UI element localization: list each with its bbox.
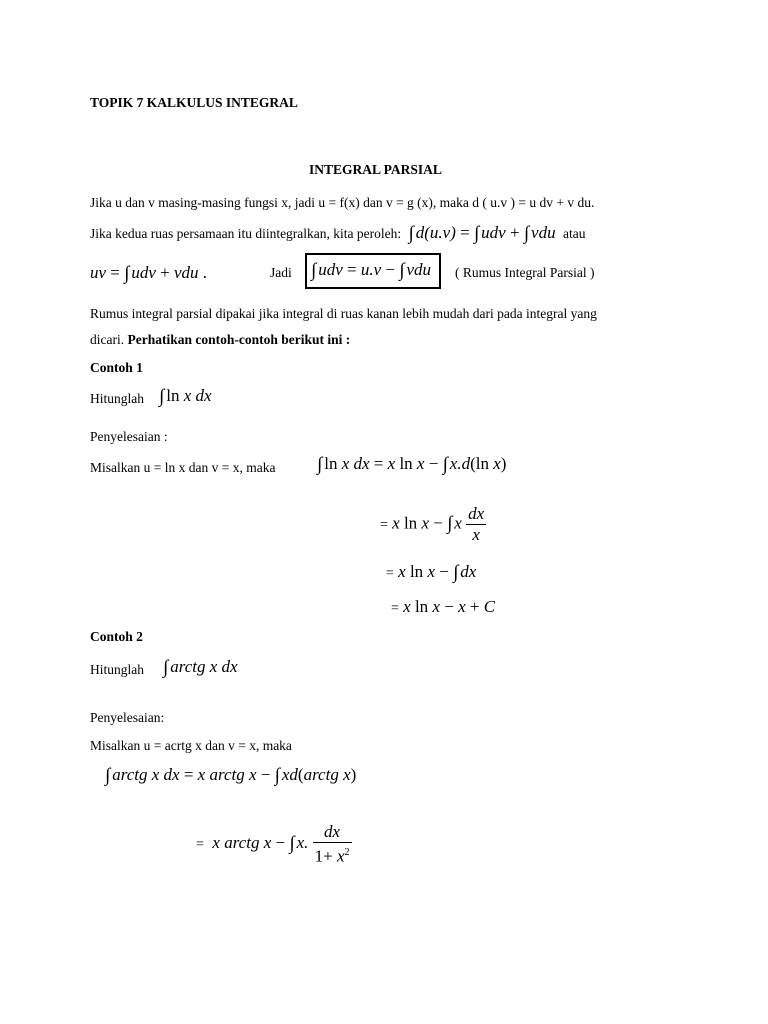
contoh-1-step-1: ∫ ln x dx = x ln x − ∫ x.d(ln x) <box>317 454 507 475</box>
intro-line-2 <box>90 222 585 244</box>
contoh-2-hitung: Hitunglah <box>90 662 144 677</box>
contoh-1-step-3: = x ln x − ∫ dx <box>386 562 477 583</box>
intro-line-2-text: Jika kedua ruas persamaan itu diintegralkan, kita peroleh: <box>90 226 402 241</box>
formula-d-uv: ∫ d(u.v) = ∫ udv + ∫ vdu <box>408 223 556 244</box>
jadi-label: Jadi <box>270 265 292 280</box>
intro-line-1: Jika u dan v masing-masing fungsi x, jadi u = f(x) dan v = g (x), maka d ( u.v ) = u dv + v du. <box>90 195 595 210</box>
contoh-1-integral: ∫ ln x dx <box>159 386 212 407</box>
intro-para-2 <box>90 332 350 348</box>
boxed-parsial-formula: ∫ udv = u.v − ∫ vdu <box>305 253 441 289</box>
contoh-2-heading: Contoh 2 <box>90 629 143 644</box>
page-title: INTEGRAL PARSIAL <box>309 162 442 177</box>
contoh-2-step-2: = x arctg x − ∫ x. $\frac{dx}{1+ x^2}$ <box>196 822 350 866</box>
contoh-2-integral: ∫ arctg x dx <box>163 657 238 678</box>
contoh-1-misal: Misalkan u = ln x dan v = x, maka <box>90 460 276 475</box>
rumus-label: ( Rumus Integral Parsial ) <box>455 265 595 280</box>
contoh-2-misal: Misalkan u = acrtg x dan v = x, maka <box>90 738 292 753</box>
intro-para-1: Rumus integral parsial dipakai jika integral di ruas kanan lebih mudah dari pada integral yang <box>90 306 597 321</box>
intro-para-2-text: dicari. <box>90 332 125 347</box>
contoh-2-step-1: ∫ arctg x dx = x arctg x − ∫ xd(arctg x) <box>105 765 357 786</box>
uv-formula: uv = ∫ udv + vdu . <box>90 263 208 284</box>
topic-heading: TOPIK 7 KALKULUS INTEGRAL <box>90 95 298 110</box>
contoh-1-heading: Contoh 1 <box>90 360 143 375</box>
intro-para-2-bold: Perhatikan contoh-contoh berikut ini : <box>127 332 351 347</box>
contoh-2-penyelesaian: Penyelesaian: <box>90 710 165 725</box>
contoh-1-hitung: Hitunglah <box>90 391 144 406</box>
contoh-1-penyelesaian: Penyelesaian : <box>90 429 168 444</box>
contoh-1-step-2: = x ln x − ∫ x $\frac{dx}{x}$ <box>380 504 485 544</box>
intro-line-2-end: atau <box>562 226 586 241</box>
contoh-1-result: = x ln x − x + C <box>391 597 496 616</box>
